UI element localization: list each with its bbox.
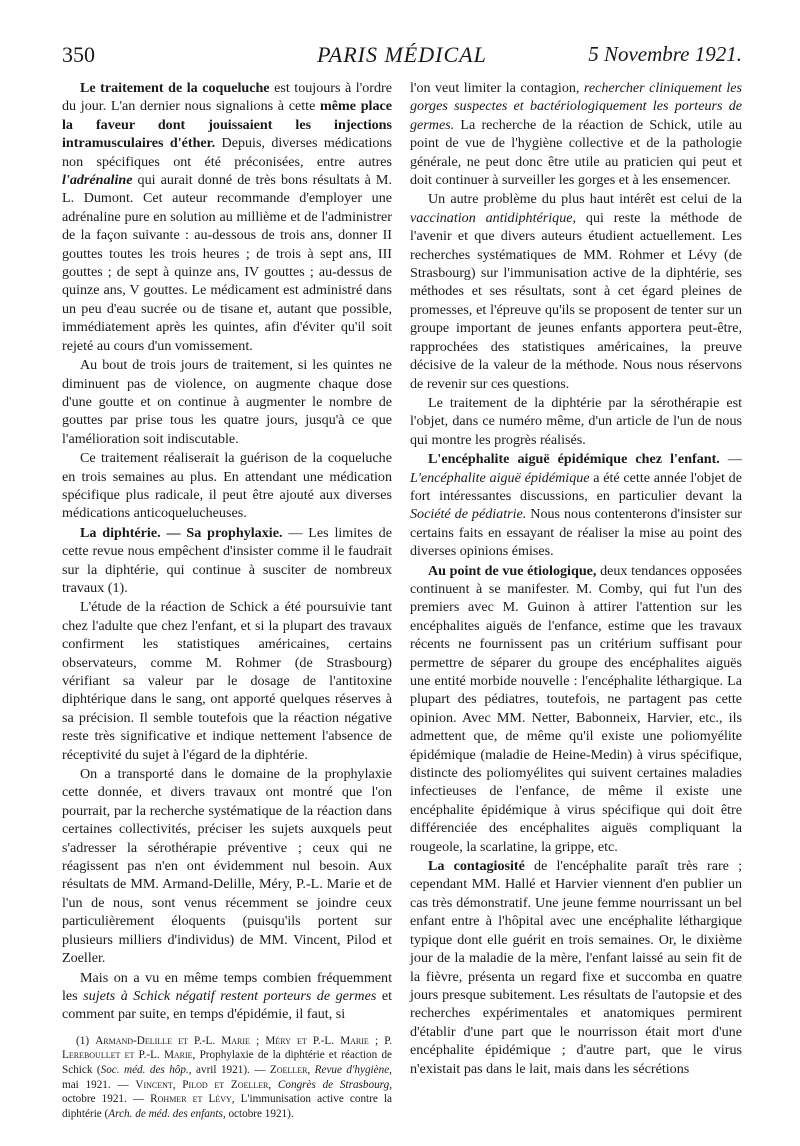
issue-date: 5 Novembre 1921. [588, 42, 742, 66]
left-column [62, 79, 392, 1121]
paragraph-prophylaxie: On a transporté dans le domaine de la prophylaxie cette donnée, et divers travaux ont montré que l'on pourrait, par la recherche systématique de la réaction dans certaines collectivités, préciser les sujets auxquels peut s'adresser la sérothérapie préventive ; ceux qui ne réagissent pas n'en ont évidemment nul besoin. Aux résultats de MM. Armand-Delille, Méry, P.-L. Marie et de l'un de nous, sont venus récemment se joindre ceux particulièrement éloquents (puisqu'ils portent sur plusieurs milliers d'individus) de MM. Vincent, Pilod et Zoeller. [62, 766, 392, 967]
paragraph-vaccination: Un autre problème du plus haut intérêt est celui de la vaccination antidiphtérique, qui reste la méthode de l'avenir et que divers auteurs étudient actuellement. Les recherches systématiques de MM. Rohmer et Lévy (de Strasbourg) sur l'immunisation active de la diphtérie, ses méthodes et ses résultats, sont à cet égard pleines de promesses, et l'épreuve qu'ils se proposent de tenter sur un groupe important de jeunes enfants apportera peut-être, rapprochées des statistiques américaines, la preuve décisive de la valeur de la méthode. Nous nous réservons de revenir sur ces questions. [410, 191, 742, 392]
paragraph-guerison: Ce traitement réaliserait la guérison de la coqueluche en trois semaines au plus. En attendant une médication spécifique plus radicale, il peut être ajouté aux diverses médications anticoquelucheuses. [62, 450, 392, 522]
paragraph-schick: L'étude de la réaction de Schick a été poursuivie tant chez l'adulte que chez l'enfant, et si la plupart des travaux confirment les statistiques américaines, certains observateurs, comme M. Rohmer (de Strasbourg) vérifiant sa valeur par le dosage de l'antitoxine diphtérique dans le sang, ont apporté quelques réserves à sa précision. Il semble toutefois que la réaction négative reste très significative et indique nettement l'absence de réceptivité du sujet à l'égard de la diphtérie. [62, 599, 392, 763]
right-column [410, 79, 742, 1078]
paragraph-serotherapie: Le traitement de la diphtérie par la sérothérapie est l'objet, dans ce numéro même, d'un article de l'un de nous qui montre les progrès réalisés. [410, 394, 742, 448]
footnote-1: (1) Armand-Delille et P.-L. Marie ; Méry et P.-L. Marie ; P. Lereboullet et P.-L. Marie, Prophylaxie de la diphtérie et réaction de Schick (Soc. méd. des hôp., avril 1921). — Zoeller, Revue d'hygiène, mai 1921. — Vincent, Pilod et Zoeller, Congrès de Strasbourg, octobre 1921. — Rohmer et Lévy, L'immunisation active contre la diphtérie (Arch. de méd. des enfants, octobre 1921). [62, 1034, 393, 1120]
paragraph-coqueluche: Le traitement de la coqueluche est toujours à l'ordre du jour. L'an dernier nous signalions à cette même place la faveur dont jouissaient les injections intramusculaires d'éther. Depuis, diverses médications non spécifiques ont été préconisées, entre autres l'adrénaline qui aurait donné de très bons résultats à M. L. Dumont. Cet auteur recommande d'employer une adrénaline pure en solution au millième et de l'administrer de la façon suivante : au-dessous de trois ans, donner II gouttes toutes les trois heures ; de trois à sept ans, III gouttes ; de sept à quinze ans, IV gouttes ; au-dessus de quinze ans, V gouttes. Le médicament est administré dans un peu d'eau sucrée ou de tisane et, autant que possible, immédiatement après les quintes, afin d'éviter qu'il soit rejeté au cours d'un vomissement. [62, 80, 393, 354]
page-header [62, 42, 742, 72]
paragraph-dosage: Au bout de trois jours de traitement, si les quintes ne diminuent pas de violence, on augmente chaque dose d'une goutte et on continue à augmenter le nombre de gouttes par prise tous les quatre jours, jusqu'à ce que l'amélioration soit indiscutable. [62, 357, 392, 447]
footnotes [62, 1034, 392, 1122]
paragraph-diphterie: La diphtérie. — Sa prophylaxie. — Les limites de cette revue nous empêchent d'insister comme il le faudrait sur la diphtérie, qui continue à susciter de nombreux travaux (1). [62, 524, 392, 596]
page-number: 350 [62, 42, 95, 67]
paragraph-etiologie: Au point de vue étiologique, deux tendances opposées continuent à se manifester. M. Comby, qui fut l'un des premiers avec M. Guinon à attirer l'attention sur les encéphalites aiguës de l'enfance, estime que les travaux récents ne fournissent pas un critérium suffisant pour permettre de séparer du groupe des encéphalites aiguës une entité morbide nouvelle : l'encéphalite léthargique. La plupart des pédiatres, toutefois, ne partagent pas cette opinion. Avec MM. Netter, Babonneix, Harvier, etc., ils admettent que, de même qu'il existe une poliomyélite épidémique (maladie de Heine-Medin) à virus spécifique, distincte des poliomyélites qui suivent certaines maladies infectieuses de l'enfance, de même il existe une encéphalite épidémique à virus spécifique qui doit être différenciée des encéphalites aiguës compliquant la rougeole, la scarlatine, la grippe, etc. [410, 562, 742, 855]
paragraph-contagiosite: La contagiosité de l'encéphalite paraît très rare ; cependant MM. Hallé et Harvier viennent d'en publier un cas très démonstratif. Une jeune femme nourrissant un bel enfant entre à l'hôpital avec une encéphalite léthargique typique dont elle guérit en trois semaines. Or, le dixième jour de la maladie de la mère, l'enfant laissé au sein fit de la fièvre, présenta un regard fixe et succomba en quatre jours presque subitement. Les résultats de l'autopsie et des recherches expérimentales et anatomiques permirent d'établir d'une part que le nourrisson était mort d'une encéphalite épidémique ; d'autre part, que le virus n'existait pas dans le lait, mais dans les sécrétions [410, 858, 742, 1077]
paragraph-porteurs: Mais on a vu en même temps combien fréquemment les sujets à Schick négatif restent porteurs de germes et comment par suite, en temps d'épidémie, il faut, si [62, 969, 392, 1023]
journal-title: PARIS MÉDICAL [317, 42, 487, 67]
paragraph-encephalite: L'encéphalite aiguë épidémique chez l'enfant. — L'encéphalite aiguë épidémique a été cette année l'objet de fort intéressantes discussions, en particulier devant la Société de pédiatrie. Nous nous contenterons d'insister sur certains faits en essayant de réaliser la mise au point des diverses opinions émises. [410, 451, 742, 560]
paragraph-contagion: l'on veut limiter la contagion, rechercher cliniquement les gorges suspectes et bactériologiquement les porteurs de germes. La recherche de la réaction de Schick, utile au point de vue de l'hygiène collective et de la pathologie générale, ne peut donc être utile au praticien qui peut et doit continuer à surveiller les gorges et à les ensemencer. [410, 80, 742, 189]
